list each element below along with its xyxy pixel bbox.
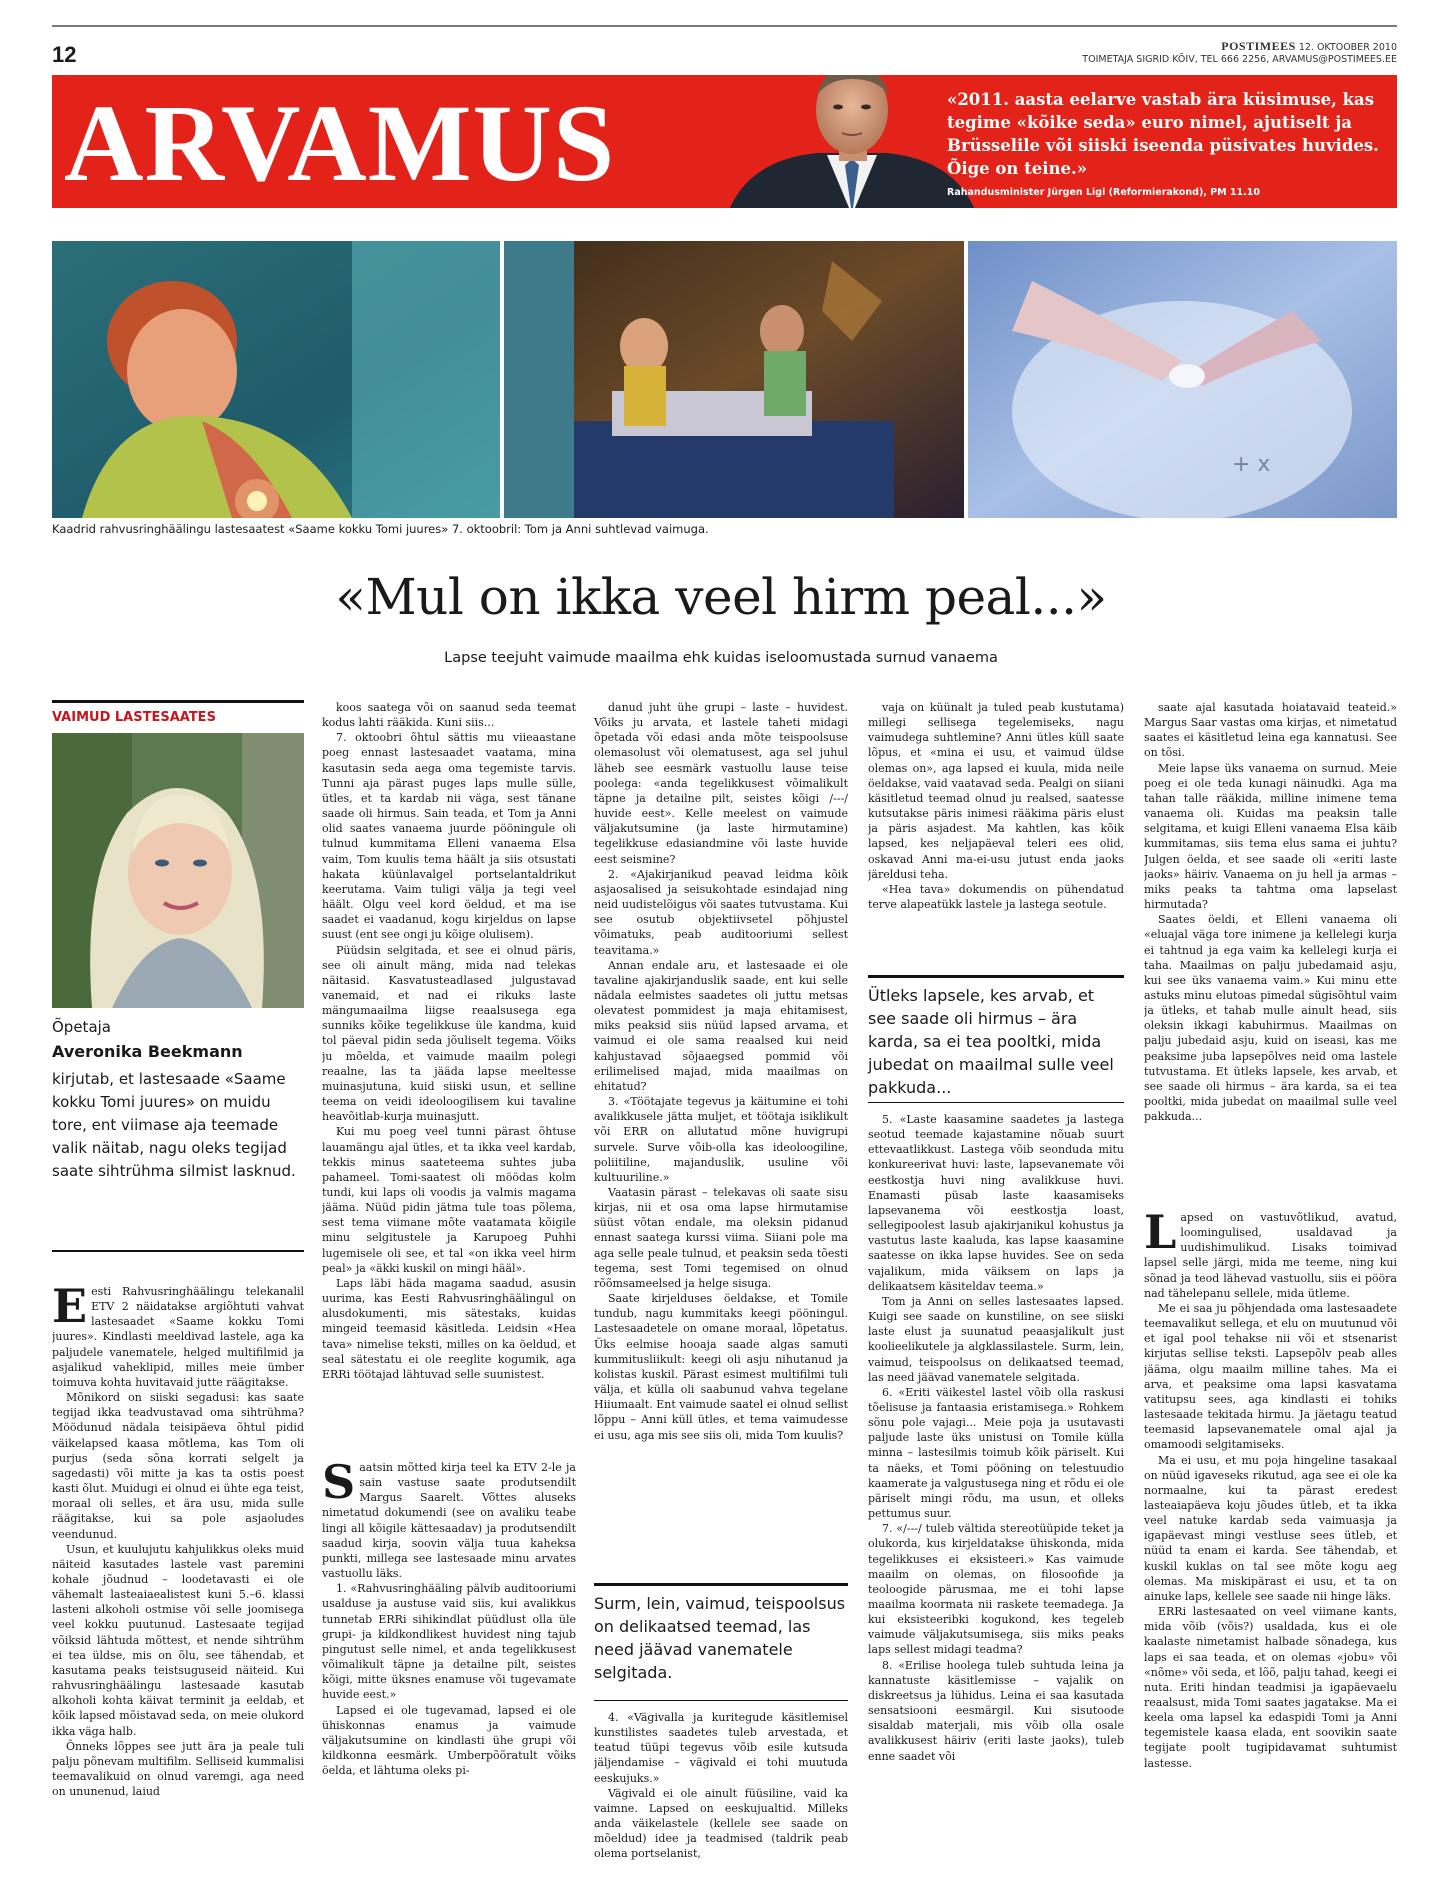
article-paragraph: Kui mu poeg veel tunni pärast õhtuse lauamängu ajal ütles, et ta ikka veel kardab, tekkis minus saateteema suhtes juba pahameel. Tomi-saatest oli möödas kolm tundi, kui laps oli voodis ja valmis magama jääma. Nüüd pidin jätma tule toas põlema, sest tema viimane mõte vaatamata kõigile minu selgitustele ja Karupoeg Puhhi lugemisele oli see, et tal «on ikka veel hirm peal» ja «äkki kuskil on mingi hääl».	[322, 1125, 576, 1275]
svg-text:+ x: + x	[1232, 452, 1271, 477]
masthead	[1082, 40, 1397, 66]
article-paragraph: Usun, et kuulujutu kahjulikkus oleks muid näiteid kasutades lastele vast paremini kohale jõudnud – loodetavasti ei ole vähemalt lasteaiaealistest kuni 5.–6. klassi lasteni alkoholi ostmise või selle joomisega veel kokku puutunud. Lastesaate tegijad võiksid lähtuda mõttest, et nende sihtrühm ei tea üldse, mis on õlu, see tähendab, et kasutama peaks teistsuguseid näiteid. Kui rahvusringhäälingu lastesaade kasutab alkoholi kohta käivat terminit ja eeldab, et kõik lapsed mõistavad seda, on meie olukord ikka väga halb.	[52, 1542, 304, 1738]
article-paragraph: Vaatasin pärast – telekavas oli saate sisu kirjas, nii et osa oma lapse hirmutamise süüst võtan endale, ma oleksin pidanud ennast saatega kurssi viima. Siiani pole ma aga selle peale tulnud, et peaksin seda tõesti tegema, sest Tomi tegemised on olnud rõõmsameelsed ja helge sisuga.	[594, 1186, 848, 1290]
publication-date: 12. OKTOOBER 2010	[1298, 42, 1397, 53]
article-paragraph: koos saatega või on saanud seda teemat kodus lahti rääkida. Kuni siis...	[322, 701, 576, 730]
article-paragraph: Lapsed on vastuvõtlikud, avatud, loomingulised, usaldavad ja uudishimulikud. Lisaks toimivad lapsel selle järgi, mida me teeme, ning kui sõnad ja teod lähevad vastuollu, siis ei pööra nad tähelepanu sellele, mida ütleme.	[1144, 1210, 1397, 1300]
article-column-1	[52, 1284, 304, 1881]
article-column-5a	[1144, 700, 1397, 1205]
article-column-4b	[868, 1112, 1124, 1881]
article-paragraph: 8. «Erilise hoolega tuleb suhtuda leina ja kannatuste käsitlemisse – vajalik on diskreetsus ja lühidus. Leina ei saa kasutada sensatsiooni eesmärgil. Kui sisutoode sisaldab materjali, mis võib olla osale avalikkusest häiriv (eriti laste jaoks), tuleb enne saadet või	[868, 1658, 1124, 1763]
article-paragraph: 5. «Laste kaasamine saadetes ja lastega seotud teemade kajastamine nõuab suurt ettevaatlikkust. Lastega võib seonduda mitu konkureerivat huvi: laste, lapsevanemate või eestkostja huvi ning avalikkuse huvi. Enamasti püsab laste kaasamiseks lapsevanema või eestkostja loast, sellegipoolest lasub ajakirjanikul kohustus ja vastutus laste kaaluda, kas lapse kaasamine saatesse on ikka lapse huvides. See on seda vajalikum, mida väiksem on laps ja delikaatsem käsiteldav teema.»	[868, 1113, 1124, 1293]
pullquote-1: Ütleks lapsele, kes arvab, et see saade oli hirmus – ära karda, sa ei tea pooltki, mida jubedat on maailmal sulle veel pakkuda...	[868, 986, 1114, 1097]
article-paragraph: Püüdsin selgitada, et see ei olnud päris, see oli ainult mäng, mida nad telekas näitasid. Kasvatusteadlased julgustavad vanemaid, et nad ei rikuks laste mängumaailma liigse reaalsusega ega sunniks kõike tegelikkuse üle kandma, kuid tol päeval pidin seda jõuliselt tegema. Võiks ju mõelda, et vaimude maailm polegi reaalne, las ta jääda lapse meeltesse muinasjutuna, kuid siiski usun, et selline teema on veidi ideoloogilisem kui tavaline heavõitlab-kurja muinasjutt.	[322, 943, 576, 1124]
article-paragraph: Lapsed ei ole tugevamad, lapsed ei ole ühiskonnas enamus ja vaimude väljakutsumine on kindlasti ühe grupi või kildkonna eesmärk. Umberpõõratult võiks öelda, et lähtuma oleks pi-	[322, 1703, 576, 1778]
author-rule	[52, 1250, 304, 1252]
article-paragraph: Annan endale aru, et lastesaade ei ole tavaline ajakirjanduslik saade, ent kui selle nädala eelmistes saadetes oli juttu metsas olevatest pommidest ja maja ehitamisest, miks peaksid siis nüüd lapsed arvama, et vaimud ei ole sama reaalsed kui neid kahjustavad sõjaaegsed pommid või erilimelised majad, mida maailmas on ehitatud?	[594, 958, 848, 1093]
article-paragraph: ERRi lastesaated on veel viimane kants, mida võib (võis?) usaldada, kus ei ole kaalaste nimetamist halbade sõnadega, kus laps ei saa teada, et on olemas «jobu» või «nõme» või seda, et lõõ, palju tahad, keegi ei nuta. Eriti hindan teadmisi ja igapäevaelu reaalsust, mida Tomi saates jagatakse. Ma ei keela oma lapsel ka edaspidi Tomi ja Anni tegemistele kaasa elada, ent soovikin saate tegijate poolt tugipidavamat suhtumist lastesse.	[1144, 1605, 1397, 1770]
article-paragraph: Saates öeldi, et Elleni vanaema oli «eluajal väga tore inimene ja kellelegi kurja ei tahtnud ja ega vaim ka kellelegi kurja ei taha. Maailmas on palju jubedamaid asju, kui see üks vanaema vaim.» Kui minu ette astuks minu elutoas pimedal sügisõhtul vaim ja ütleks, et tahab mulle ainult head, siis oleksin ikkagi kabuhirmus. Maailmas on palju jubedaid asju, kuid on iseasi, kas me peaksime juba lapsepõlves neid oma lastele tutvustama. Et ütleks lapsele, kes arvab, et see saade oli hirmus – ära karda, sa ei tea pooltki, mida jubedat on maailmal sulle veel pakkuda...	[1144, 913, 1397, 1124]
pullquote-2-rule	[594, 1583, 848, 1586]
article-paragraph: Saate kirjelduses öeldakse, et Tomile tundub, nagu kummitaks keegi pööningul. Lastesaadetele on omane moraal, lõpetatus. Üks eelmise hooaja saade algas samuti kummitusliikult: keegi oli asju nihutanud ja kolistas kuskil. Pärast esimest multifilmi tuli välja, et külla oli saabunud vahva tegelane Hiiumaalt. Ent vaimude saatel ei olnud sellist lõppu – Anni küll ütles, et tema vaimudesse ei usu, aga mis see siis oli, mida Tom kuulis?	[594, 1292, 848, 1442]
article-column-2b	[322, 1460, 576, 1881]
page-number: 12	[52, 42, 77, 67]
article-paragraph: saate ajal kasutada hoiatavaid teateid.» Margus Saar vastas oma kirjas, et nimetatud saates ei käsitletud leina ega kannatusi. See on tõsi.	[1144, 701, 1397, 760]
article-paragraph: Saatsin mõtted kirja teel ka ETV 2-le ja sain vastuse saate produtsendilt Margus Saarelt. Võttes aluseks nimetatud dokumendi (see on avaliku teabe lingi all kõigile kättesaadav) ja produtsendilt saadud kirja, soovin välja tuua kaheksa punkti, millega see lastesaade minu arvates vastuollu läks.	[322, 1460, 576, 1581]
pullquote-2: Surm, lein, vaimud, teispoolsus on delikaatsed teemad, las need jäävad vanematele selgitada.	[594, 1594, 846, 1682]
article-column-4a	[868, 700, 1124, 965]
article-column-5b	[1144, 1210, 1397, 1881]
section-title: ARVAMUS	[64, 82, 616, 204]
article-paragraph: Vägivald ei ole ainult füüsiline, vaid ka vaimne. Lapsed on eeskujualtid. Milleks anda väikelastele (kellele see saade on mõeldud) idee ja teadmised (taldrik peab olema portselanist,	[594, 1786, 848, 1861]
top-rule	[52, 25, 1397, 27]
article-paragraph: Eesti Rahvusringhäälingu telekanalil ETV 2 näidatakse argiõhtuti vahvat lastesaadet «Saame kokku Tomi juures». Kindlasti meeldivad lastele, aga ka paljudele vanematele, helged multifilmid ja asjalikud vaheklipid, milles meie ümber toimuva kohta huvitavaid jutte räägitakse.	[52, 1284, 304, 1389]
article-paragraph: 7. «/---/ tuleb vältida stereotüüpide teket ja olukorda, kus kirjeldatakse ühiskonda, mida tegelikkuses ei eksisteeri.» Kas vaimude maailm on olemas, on filosoofide ja teoloogide pärusmaa, me ei tohi lapse maailma koormata nii raskete teemadega. Ja kui eksisteeribki kogukond, kes tegeleb vaimude väljakutsumisega, siis miks peaks laps sellest midagi teadma?	[868, 1522, 1124, 1657]
drop-cap: S	[322, 1460, 356, 1509]
article-paragraph: 3. «Töötajate tegevus ja käitumine ei tohi avalikkusele jätta muljet, et töötaja isiklikult või ERR on allutatud mõne huvigrupi survele. Surve võib-olla kas ideoloogiline, poliitiline, majanduslik, usuline või kultuuriline.»	[594, 1095, 848, 1184]
article-paragraph: 6. «Eriti väikestel lastel võib olla raskusi tõelisuse ja fantaasia eristamisega.» Rohkem sõnu pole vajagi... Meie poja ja usutavasti paljude laste üks unistusi on Tomile külla minna – lastesilmis toimub kõik päriselt. Kui ta näeks, et Tomi pööning on telestuudio kaamerate ja valgustusega ning et rõdu ei ole päriselt mingi rõdu, ma usun, et olleks pettumus suur.	[868, 1385, 1124, 1521]
article-paragraph: 4. «Vägivalla ja kuritegude käsitlemisel kunstilistes saadetes tuleb arvestada, et teatud tüüpi tegevus võib esile kutsuda jäljendamise – vägivald ei tohi muutuda eeskujuks.»	[594, 1711, 848, 1785]
photo-room-table	[504, 241, 964, 518]
pullquote-2-bottom-rule	[594, 1700, 848, 1701]
author-photo	[52, 733, 304, 1008]
publication-name: POSTIMEES	[1221, 39, 1296, 53]
author-description: kirjutab, et lastesaade «Saame kokku Tomi juures» on muidu tore, ent viimase aja teemade valik näitab, nagu oleks tegijad saate sihtrühma silmist lasknud.	[52, 1070, 296, 1180]
banner-quote: «2011. aasta eelarve vastab ära küsimuse, kas tegime «kõike seda» euro nimel, ajutiselt ja Brüsselile või siiski iseenda püsivates huvides. Õige on teine.»	[947, 90, 1379, 178]
article-paragraph: Õnneks lõppes see jutt ära ja peale tuli palju põnevam multifilm. Selliseid kummalisi teemavalikuid on olnud varemgi, aga need on ununenud, laiud	[52, 1739, 304, 1799]
article-paragraph: Mõnikord on siiski segadusi: kas saate tegijad ikka teadvustavad oma sihtrühma? Möödunud nädala teisipäeva õhtul pidid väikelapsed kaasa mõtlema, kas Tom oli purjus (seda sõna korrati selgelt ja sagedasti) või mitte ja kas ta ostis poest kasti õlut. Muidugi ei olnud ei ühte ega teist, moraal oli selles, et ära usu, mida sulle räägitakse, kui sa pole asjaoludes veendunud.	[52, 1391, 304, 1541]
article-paragraph: Ma ei usu, et mu poja hingeline tasakaal on nüüd igaveseks rikutud, aga see ei ole ka normaalne, kui ta pärast eredest lasteaiapäeva koju jõudes ütleb, et ta ikka veel natuke kardab seda vaimuasja ja igapäevast mingi vestluse sees ütleb, et nüüd ta enam ei karda. See tähendab, et kuskil kuklas on tal see mõte kogu aeg olemas. Ma miskipärast ei usu, et ta on ainuke laps, kellele see saade nii hinge läks.	[1144, 1453, 1397, 1603]
drop-cap: E	[52, 1284, 88, 1333]
section-banner	[52, 75, 1397, 208]
subheadline: Lapse teejuht vaimude maailma ehk kuidas iseloomustada surnud vanaema	[444, 650, 998, 666]
article-paragraph: Me ei saa ju põhjendada oma lastesaadete teemavalikut sellega, et elu on muutunud või et igal pool tehakse nii või et stsenarist kirjutas sellise teksti. Lapsepõlv peab alles jääma, olgu maailm milline tahes. Ma ei arva, et peaksime oma lapsi kasvatama vatitupsu sees, aga kindlasti ei tohiks lastesaade tekitada hirmu. Ja jäetagu teatud teemasid lapsevanematele omal ajal ja omamoodi selgitamiseks.	[1144, 1301, 1397, 1452]
article-paragraph: «Hea tava» dokumendis on pühendatud terve alapeatükk lastele ja lastega seotule.	[868, 882, 1124, 912]
article-paragraph: Meie lapse üks vanaema on surnud. Meie poeg ei ole teda kunagi näinudki. Aga ma tahan talle rääkida, milline inimene tema vanaema oli. Kuidas ma peaksin talle selgitama, et kuigi Elleni vanaema Elsa käib kummitamas, siis tema elus sama ei juhtu? Julgen öelda, et see saade oli «eriti laste jaoks» häiriv. Vanaema on ju hell ja armas – miks peaks ta tahtma oma lapselast hirmutada?	[1144, 761, 1397, 912]
author-role: Õpetaja	[52, 1018, 111, 1036]
pullquote-1-bottom-rule	[868, 1102, 1124, 1103]
editor-line: TOIMETAJA SIGRID KÕIV, TEL 666 2256, ARVAMUS@POSTIMEES.EE	[1082, 54, 1397, 65]
photo-strip	[52, 241, 1397, 518]
photo-woman-candle	[52, 241, 500, 518]
article-column-2a	[322, 700, 576, 1445]
article-paragraph: 2. «Ajakirjanikud peavad leidma kõik asjaosalised ja seisukohtade esindajad ning neid uudistelõigus või saates tutvustama. Kui see osutub objektiivsetel põhjustel võimatuks, peab auditooriumi sellest teavitama.»	[594, 867, 848, 957]
article-paragraph: Laps läbi häda magama saadud, asusin uurima, kas Eesti Rahvusringhäälingul on alusdokumenti, mis sätestaks, kuidas mingeid teemasid käsitleda. Leidsin «Hea tava» nimelise teksti, milles on ka öeldud, et seal sätestatu ei ole reeglite kogumik, aga ERRi töötajad lähtuvad selle suunistest.	[322, 1276, 576, 1381]
drop-cap: L	[1144, 1210, 1177, 1259]
article-paragraph: vaja on küünalt ja tuled peab kustutama) millegi sellisega tegelemiseks, nagu vaimudega suhtlemine? Anni ütles küll saate lõpus, et «mina ei usu, et vaimud üldse olemas on», aga lapsed ei kuula, mida neile öeldakse, vaid vaatavad seda. Pealgi on siiani käsitletud teemad olnud ju realsed, saatesse kutsutakse päris inimesi rääkima päris elust ja päris asjadest. Ma kahtlen, kas kõik lapsed, kes neljapäeval teleri ees olid, oskavad Anni ma-ei-usu jutust enda jaoks järeldusi teha.	[868, 701, 1124, 881]
article-column-3a	[594, 700, 848, 1578]
kicker: VAIMUD LASTESAATES	[52, 710, 216, 725]
kicker-rule	[52, 700, 304, 703]
article-paragraph: 7. oktoobri õhtul sättis mu viieaastane poeg ennast lastesaadet vaatama, mina kasutasin seda aega oma tegemiste tarvis. Tunni aja pärast puges laps mulle sülle, ütles, et ta kardab nii väga, sest tänane saade oli hirmus. Sain teada, et Tom ja Anni olid saates vanaema juurde pööningule oli tulnud kummitama Elleni vanaema Elsa vaim, Tom kuulis tema häält ja siis otsustati hakata küünlavalgel portselantaldrikut keerutama. Vaim tuligi välja ja tegi veel häält. Olgu veel kord öeldud, et ma ise saadet ei vaadanud, kogu kirjeldus on lapse suust (ent see ongi ju kõige olulisem).	[322, 731, 576, 942]
photo-caption: Kaadrid rahvusringhäälingu lastesaatest «Saame kokku Tomi juures» 7. oktoobril: Tom ja Anni suhtlevad vaimuga.	[52, 522, 709, 536]
headline: «Mul on ikka veel hirm peal...»	[335, 568, 1107, 626]
photo-hands-plate	[968, 241, 1397, 518]
article-paragraph: Tom ja Anni on selles lastesaates lapsed. Kuigi see saade on kunstiline, on see siiski laste elust ja suunatud peaasjalikult just koolieelikutele ja algklassilastele. Surm, lein, vaimud, teispoolsus on delikaatsed teemad, las need jäävad vanematele selgitada.	[868, 1294, 1124, 1384]
pullquote-1-rule	[868, 975, 1124, 978]
article-column-3b	[594, 1710, 848, 1881]
article-paragraph: 1. «Rahvusringhääling pälvib auditooriumi usalduse ja austuse vaid siis, kui avalikkus tunnetab ERRi sihikindlat püüdlust olla üle grupi- ja kildkondlikest huvidest ning tajub pingutust selle nimel, et anda tegelikkusest võimalikult täpne ja detailne pilt, seistes kõigi, mitte üksnes enamuse või tugevamate huvide eest.»	[322, 1582, 576, 1702]
banner-quote-source: Rahandusminister Jürgen Ligi (Reformierakond), PM 11.10	[947, 187, 1260, 198]
author-name: Averonika Beekmann	[52, 1042, 243, 1061]
article-paragraph: danud juht ühe grupi – laste – huvidest. Võiks ju arvata, et lastele taheti midagi õpetada või edasi anda mõte teispoolsuse olemasolust või olematusest, aga sel juhul läheb see eesmärk vastuollu lause teise poolega: «anda tegelikkusest võimalikult täpne ja detailne pilt, seistes kõigi /---/ huvide eest». Kelle meelest on vaimude väljakutsumine (ja laste hirmutamine) tegelikkuse edasiandmine või laste huvide eest seismine?	[594, 701, 848, 866]
